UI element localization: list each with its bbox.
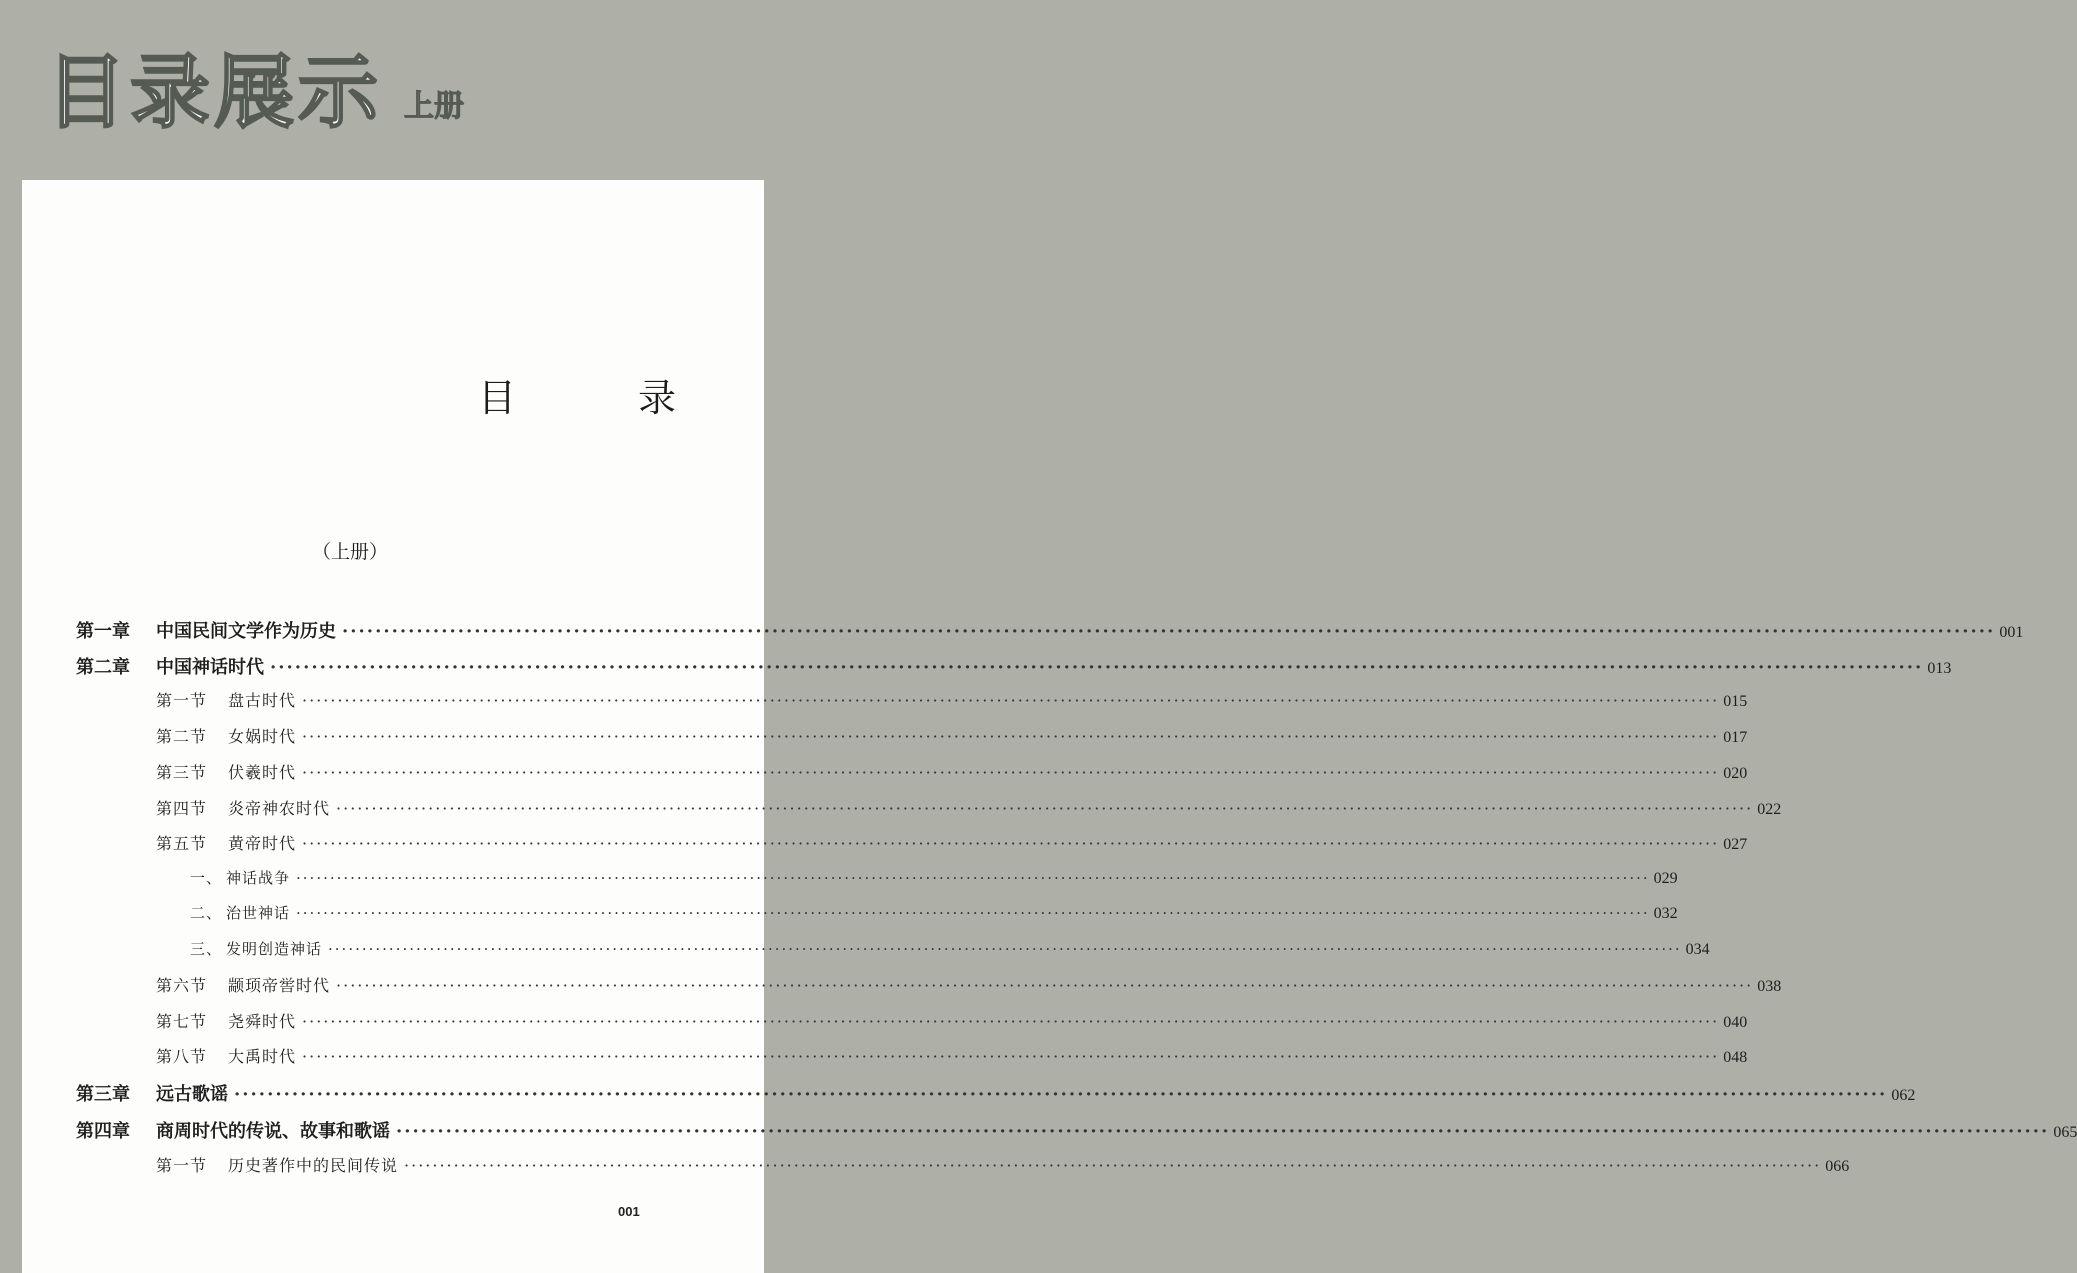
toc-entry-title: 远古歌谣 (156, 1084, 228, 1105)
toc-entry-title: 神话战争 (226, 869, 291, 887)
dot-leader: ········································································································································································································ (404, 1156, 1822, 1175)
dot-leader: ········································································································································································································ (396, 1121, 2050, 1142)
dot-leader: ········································································································································································································ (296, 904, 1650, 922)
toc-entry-title: 商周时代的传说、故事和歌谣 (156, 1121, 390, 1142)
dot-leader: ········································································································································································································ (234, 1084, 1888, 1105)
toc-entry (156, 688, 1748, 711)
toc-entry-page: 038 (1757, 978, 1782, 995)
toc-entry-title: 发明创造神话 (226, 940, 323, 958)
book-page (22, 180, 2077, 1273)
dot-leader: ········································································································································································································ (342, 621, 1996, 642)
toc-entry-page: 022 (1757, 801, 1782, 818)
toc-entry-label: 二、 (190, 904, 223, 922)
dot-leader: ········································································································································································································ (302, 691, 1720, 710)
toc-entry-page: 066 (1825, 1158, 1850, 1175)
toc-entry-page: 017 (1723, 729, 1748, 746)
toc-entry-page: 013 (1927, 660, 1952, 677)
toc-entry-label: 第四章 (76, 1121, 130, 1142)
toc-entry-label: 第二节 (156, 727, 208, 746)
toc-entry-page: 027 (1723, 836, 1748, 853)
toc-entry (156, 760, 1748, 783)
toc-entry (190, 902, 1678, 923)
toc-entry-label: 第三节 (156, 763, 208, 782)
toc-entry-title: 中国民间文学作为历史 (156, 621, 336, 642)
toc-entry-page: 062 (1891, 1087, 1916, 1104)
toc-entry-label: 第一章 (76, 621, 130, 642)
toc-entry-title: 颛顼帝喾时代 (228, 976, 331, 995)
dot-leader: ········································································································································································································ (302, 727, 1720, 746)
toc-entry-page: 034 (1685, 941, 1710, 958)
banner (0, 0, 790, 180)
toc-entry-title: 炎帝神农时代 (228, 799, 331, 818)
toc-entry (156, 724, 1748, 747)
page-number: 001 (618, 1204, 640, 1219)
toc-entry (190, 867, 1678, 888)
toc-entry (156, 1009, 1748, 1032)
toc-entry-title: 黄帝时代 (228, 834, 297, 853)
banner-title: 目录展示 (46, 46, 382, 139)
toc-entry-label: 一、 (190, 869, 223, 887)
toc-entry-label: 第一节 (156, 691, 208, 710)
dot-leader: ········································································································································································································ (302, 1012, 1720, 1031)
toc-heading: 目 录 (478, 376, 719, 420)
toc-entry-label: 第二章 (76, 657, 130, 678)
toc-entry-page: 015 (1723, 693, 1748, 710)
toc-entry (156, 1044, 1748, 1067)
toc-entry-page: 065 (2053, 1124, 2077, 1141)
dot-leader: ········································································································································································································ (270, 657, 1924, 678)
dot-leader: ········································································································································································································ (302, 1047, 1720, 1066)
toc-entry-page: 001 (1999, 624, 2024, 641)
toc-entry-label: 三、 (190, 940, 223, 958)
dot-leader: ········································································································································································································ (302, 834, 1720, 853)
toc-entry-title: 治世神话 (226, 904, 291, 922)
toc-entry-title: 伏羲时代 (228, 763, 297, 782)
toc-entry-page: 020 (1723, 765, 1748, 782)
toc-entry (156, 973, 1782, 996)
toc-entry-label: 第七节 (156, 1012, 208, 1031)
dot-leader: ········································································································································································································ (296, 869, 1650, 887)
toc-entry (76, 653, 1952, 679)
toc-entry-label: 第五节 (156, 834, 208, 853)
toc-entry-page: 040 (1723, 1014, 1748, 1031)
dot-leader: ········································································································································································································ (336, 799, 1754, 818)
toc-entry (156, 831, 1748, 854)
toc-entry (190, 938, 1710, 959)
toc-entry-title: 中国神话时代 (156, 657, 264, 678)
dot-leader: ········································································································································································································ (336, 976, 1754, 995)
toc-entry-title: 尧舜时代 (228, 1012, 297, 1031)
dot-leader: ········································································································································································································ (302, 763, 1720, 782)
toc-entry (76, 1117, 2077, 1143)
toc-entry (76, 617, 2024, 643)
toc-entry (156, 1153, 1850, 1176)
banner-subtitle: 上册 (404, 89, 464, 124)
toc-entry-label: 第四节 (156, 799, 208, 818)
toc-entry-page: 048 (1723, 1049, 1748, 1066)
toc-entry-page: 032 (1653, 905, 1678, 922)
toc-entry-label: 第八节 (156, 1047, 208, 1066)
dot-leader: ········································································································································································································ (328, 940, 1682, 958)
toc-entry-label: 第三章 (76, 1084, 130, 1105)
toc-entry-title: 女娲时代 (228, 727, 297, 746)
toc-entry-label: 第一节 (156, 1156, 208, 1175)
toc-entry (76, 1080, 1916, 1106)
toc-entry-title: 大禹时代 (228, 1047, 297, 1066)
volume-label: （上册） (312, 541, 389, 563)
toc-entry (156, 796, 1782, 819)
toc-entry-page: 029 (1653, 870, 1678, 887)
toc-entry-label: 第六节 (156, 976, 208, 995)
toc-entry-title: 历史著作中的民间传说 (228, 1156, 399, 1175)
toc-entry-title: 盘古时代 (228, 691, 297, 710)
